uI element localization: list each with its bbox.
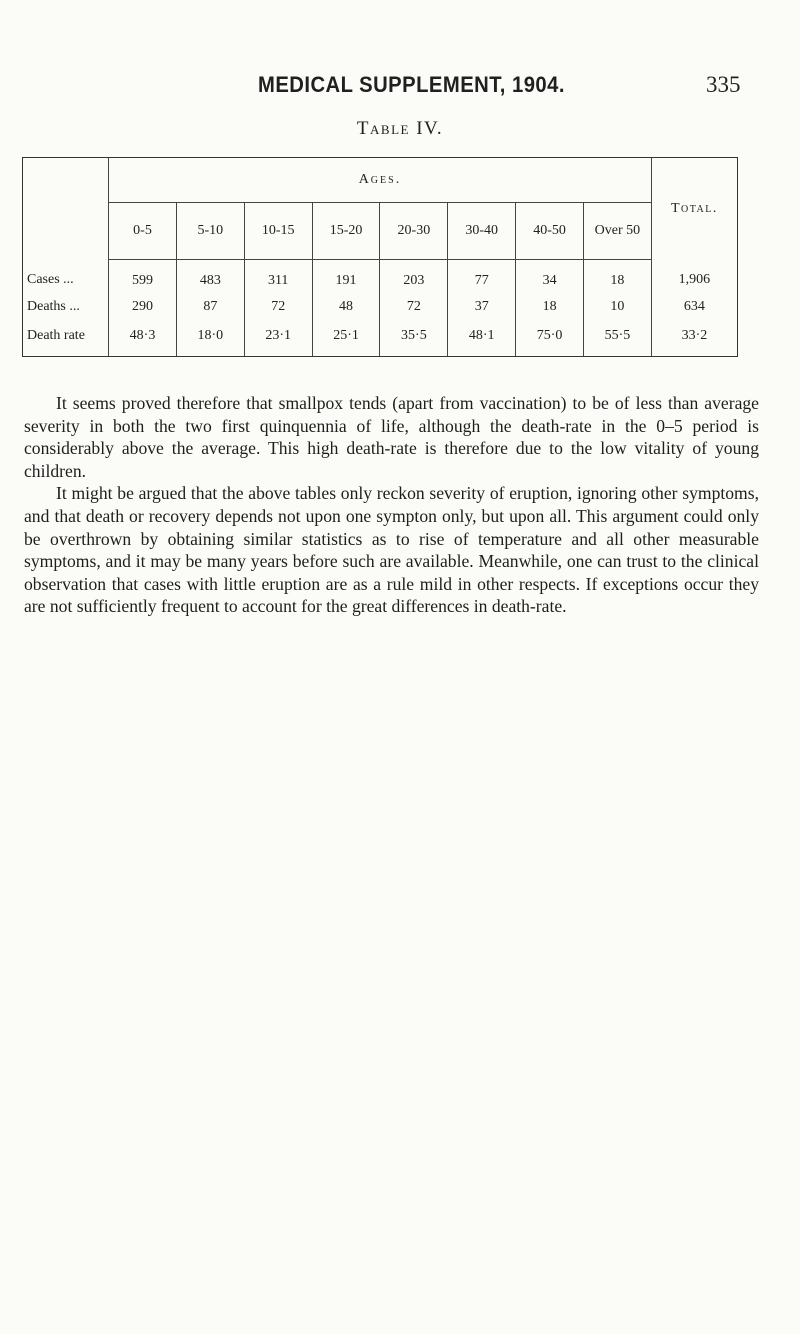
table-row-death-rate xyxy=(23,321,738,357)
running-head xyxy=(0,64,800,104)
age-column-header: 40-50 xyxy=(516,203,584,260)
age-column-header: 20-30 xyxy=(380,203,448,260)
table-cell: 483 xyxy=(176,260,244,293)
table-header-row-ages xyxy=(23,158,738,203)
table-cell: 203 xyxy=(380,260,448,293)
total-cell: 33·2 xyxy=(651,321,737,357)
total-cell: 634 xyxy=(651,292,737,321)
page-number: 335 xyxy=(706,72,741,97)
table-cell: 18 xyxy=(583,260,651,293)
table-cell: 72 xyxy=(380,292,448,321)
total-column-header: Total. xyxy=(651,158,737,260)
paragraph: It might be argued that the above tables only reckon severity of eruption, ignoring other symptoms, and that death or recovery depends not upon one sympton only, but upon all. This argument could only be overthrown by obtaining similar statistics as to rise of temperature and all other measurable symptoms, and it may be many years before such are available. Meanwhile, one can trust to the clinical observation that cases with little eruption are as a rule mild in other respects. If exceptions occur they are not sufficiently frequent to account for the great differences in death-rate. xyxy=(24,483,759,617)
table-cell: 35·5 xyxy=(380,321,448,357)
row-label: Cases ... xyxy=(23,260,109,293)
table-cell: 25·1 xyxy=(312,321,380,357)
row-label-header xyxy=(23,158,109,260)
table-cell: 34 xyxy=(516,260,584,293)
table-row-deaths xyxy=(23,292,738,321)
table-cell: 37 xyxy=(448,292,516,321)
paragraph: It seems proved therefore that smallpox tends (apart from vaccination) to be of less than average severity in both the two first quinquennia of life, although the death-rate in the 0–5 period is considerably above the average. This high death-rate is therefore due to the low vitality of young children. xyxy=(24,393,759,481)
table-title: Table IV. xyxy=(356,118,444,139)
table-cell: 18 xyxy=(516,292,584,321)
table-cell: 23·1 xyxy=(244,321,312,357)
row-label: Death rate xyxy=(23,321,109,357)
table-cell: 311 xyxy=(244,260,312,293)
table-row-cases xyxy=(23,260,738,293)
ages-group-header: Ages. xyxy=(109,158,652,203)
age-column-header: 10-15 xyxy=(244,203,312,260)
total-cell: 1,906 xyxy=(651,260,737,293)
table-cell: 599 xyxy=(109,260,177,293)
age-column-header: 30-40 xyxy=(448,203,516,260)
table-cell: 87 xyxy=(176,292,244,321)
table-cell: 191 xyxy=(312,260,380,293)
age-column-header: 0-5 xyxy=(109,203,177,260)
row-label: Deaths ... xyxy=(23,292,109,321)
table-cell: 77 xyxy=(448,260,516,293)
age-column-header: 5-10 xyxy=(176,203,244,260)
table-cell: 55·5 xyxy=(583,321,651,357)
table-cell: 48 xyxy=(312,292,380,321)
table-cell: 18·0 xyxy=(176,321,244,357)
table-cell: 48·1 xyxy=(448,321,516,357)
table-cell: 10 xyxy=(583,292,651,321)
table-cell: 72 xyxy=(244,292,312,321)
statistics-table xyxy=(22,157,738,357)
body-text xyxy=(24,392,759,618)
journal-title: MEDICAL SUPPLEMENT, 1904. xyxy=(258,72,565,97)
table-header-row-age-ranges xyxy=(23,203,738,260)
table-cell: 75·0 xyxy=(516,321,584,357)
table-cell: 290 xyxy=(109,292,177,321)
age-column-header: Over 50 xyxy=(583,203,651,260)
statistics-table-container xyxy=(22,157,738,357)
table-cell: 48·3 xyxy=(109,321,177,357)
age-column-header: 15-20 xyxy=(312,203,380,260)
